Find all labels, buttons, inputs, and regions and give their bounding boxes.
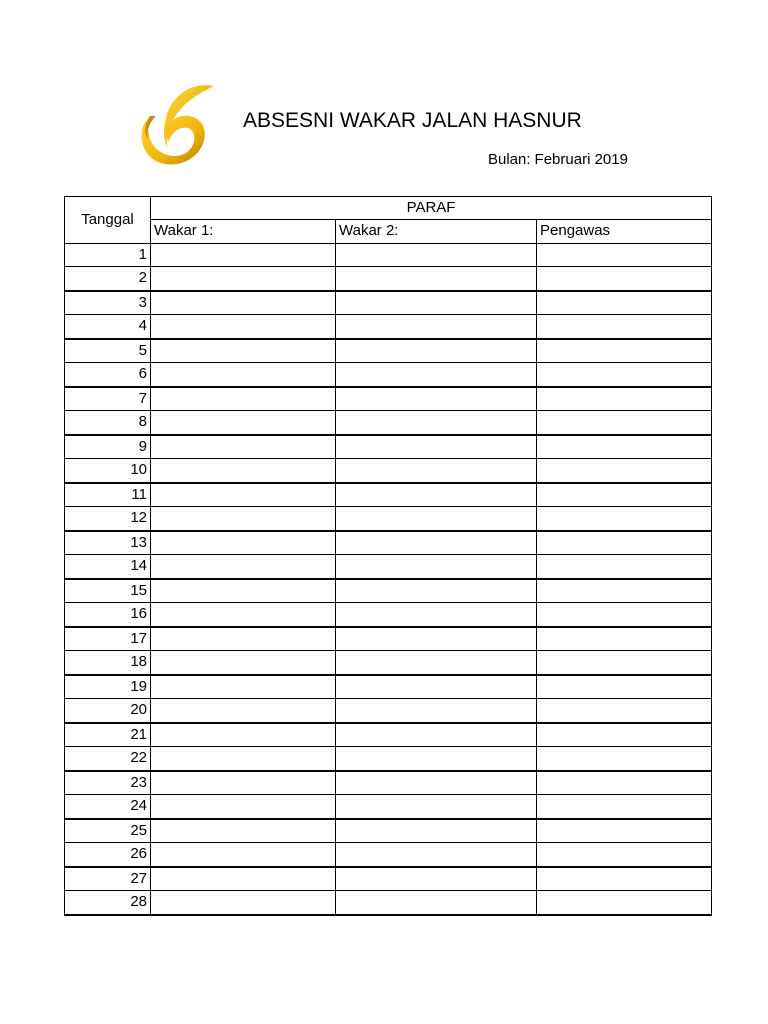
signature-cell-wakar-1[interactable] [151, 795, 336, 819]
signature-cell-wakar-1[interactable] [151, 459, 336, 483]
signature-cell-wakar-2[interactable] [336, 291, 537, 315]
signature-cell-pengawas[interactable] [537, 675, 712, 699]
date-cell: 2 [65, 267, 151, 291]
signature-cell-pengawas[interactable] [537, 387, 712, 411]
date-cell: 27 [65, 867, 151, 891]
signature-cell-wakar-1[interactable] [151, 291, 336, 315]
table-row [65, 291, 712, 315]
attendance-table [64, 196, 712, 916]
signature-cell-wakar-2[interactable] [336, 795, 537, 819]
signature-cell-wakar-2[interactable] [336, 387, 537, 411]
date-cell: 26 [65, 843, 151, 867]
signature-cell-wakar-1[interactable] [151, 579, 336, 603]
signature-cell-pengawas[interactable] [537, 627, 712, 651]
signature-cell-wakar-1[interactable] [151, 339, 336, 363]
table-row [65, 315, 712, 339]
signature-cell-wakar-2[interactable] [336, 651, 537, 675]
signature-cell-pengawas[interactable] [537, 699, 712, 723]
signature-cell-wakar-2[interactable] [336, 627, 537, 651]
signature-cell-wakar-2[interactable] [336, 891, 537, 915]
column-header-wakar-2: Wakar 2: [336, 220, 537, 244]
signature-cell-wakar-1[interactable] [151, 387, 336, 411]
signature-cell-pengawas[interactable] [537, 315, 712, 339]
table-row [65, 579, 712, 603]
column-header-wakar-1: Wakar 1: [151, 220, 336, 244]
column-header-pengawas: Pengawas [537, 220, 712, 244]
signature-cell-wakar-1[interactable] [151, 507, 336, 531]
signature-cell-wakar-1[interactable] [151, 435, 336, 459]
company-logo [134, 80, 218, 170]
signature-cell-pengawas[interactable] [537, 723, 712, 747]
date-cell: 13 [65, 531, 151, 555]
date-cell: 12 [65, 507, 151, 531]
date-cell: 4 [65, 315, 151, 339]
month-line [488, 151, 628, 168]
signature-cell-pengawas[interactable] [537, 867, 712, 891]
signature-cell-wakar-2[interactable] [336, 603, 537, 627]
date-cell: 23 [65, 771, 151, 795]
signature-cell-pengawas[interactable] [537, 267, 712, 291]
date-cell: 14 [65, 555, 151, 579]
signature-cell-wakar-2[interactable] [336, 555, 537, 579]
signature-cell-wakar-2[interactable] [336, 867, 537, 891]
table-row [65, 435, 712, 459]
table-row [65, 507, 712, 531]
date-cell: 18 [65, 651, 151, 675]
date-cell: 11 [65, 483, 151, 507]
table-row [65, 891, 712, 915]
signature-cell-pengawas[interactable] [537, 771, 712, 795]
signature-cell-wakar-1[interactable] [151, 555, 336, 579]
date-cell: 9 [65, 435, 151, 459]
signature-cell-pengawas[interactable] [537, 411, 712, 435]
table-row [65, 627, 712, 651]
signature-cell-wakar-1[interactable] [151, 603, 336, 627]
signature-cell-wakar-2[interactable] [336, 363, 537, 387]
table-row [65, 411, 712, 435]
table-row [65, 363, 712, 387]
signature-cell-pengawas[interactable] [537, 795, 712, 819]
signature-cell-wakar-2[interactable] [336, 459, 537, 483]
table-row [65, 675, 712, 699]
table-row [65, 459, 712, 483]
date-cell: 1 [65, 243, 151, 267]
signature-cell-wakar-2[interactable] [336, 267, 537, 291]
signature-cell-pengawas[interactable] [537, 363, 712, 387]
signature-cell-wakar-2[interactable] [336, 339, 537, 363]
signature-cell-pengawas[interactable] [537, 459, 712, 483]
table-row [65, 603, 712, 627]
signature-cell-wakar-2[interactable] [336, 723, 537, 747]
signature-cell-wakar-1[interactable] [151, 867, 336, 891]
signature-cell-wakar-1[interactable] [151, 315, 336, 339]
signature-cell-wakar-2[interactable] [336, 843, 537, 867]
signature-cell-wakar-2[interactable] [336, 243, 537, 267]
signature-cell-wakar-1[interactable] [151, 747, 336, 771]
date-cell: 8 [65, 411, 151, 435]
signature-cell-wakar-2[interactable] [336, 315, 537, 339]
signature-cell-wakar-1[interactable] [151, 699, 336, 723]
signature-cell-wakar-1[interactable] [151, 843, 336, 867]
signature-cell-pengawas[interactable] [537, 531, 712, 555]
signature-cell-pengawas[interactable] [537, 843, 712, 867]
table-row [65, 651, 712, 675]
date-cell: 5 [65, 339, 151, 363]
signature-cell-wakar-1[interactable] [151, 267, 336, 291]
signature-cell-wakar-1[interactable] [151, 363, 336, 387]
signature-cell-pengawas[interactable] [537, 651, 712, 675]
date-cell: 28 [65, 891, 151, 915]
page-title: ABSESNI WAKAR JALAN HASNUR [243, 109, 582, 132]
signature-cell-wakar-2[interactable] [336, 747, 537, 771]
month-value: Februari 2019 [534, 151, 628, 168]
table-row [65, 267, 712, 291]
signature-cell-wakar-2[interactable] [336, 819, 537, 843]
signature-cell-wakar-2[interactable] [336, 435, 537, 459]
signature-cell-wakar-1[interactable] [151, 243, 336, 267]
table-row [65, 531, 712, 555]
signature-cell-wakar-2[interactable] [336, 507, 537, 531]
table-row [65, 483, 712, 507]
table-row [65, 771, 712, 795]
signature-cell-pengawas[interactable] [537, 291, 712, 315]
table-row [65, 555, 712, 579]
signature-cell-pengawas[interactable] [537, 507, 712, 531]
date-cell: 24 [65, 795, 151, 819]
signature-cell-pengawas[interactable] [537, 891, 712, 915]
signature-cell-pengawas[interactable] [537, 435, 712, 459]
signature-cell-pengawas[interactable] [537, 819, 712, 843]
signature-cell-pengawas[interactable] [537, 483, 712, 507]
date-cell: 10 [65, 459, 151, 483]
signature-cell-wakar-2[interactable] [336, 483, 537, 507]
table-row [65, 867, 712, 891]
paraf-group-header: PARAF [151, 197, 712, 220]
signature-cell-wakar-1[interactable] [151, 819, 336, 843]
signature-cell-wakar-1[interactable] [151, 627, 336, 651]
date-cell: 16 [65, 603, 151, 627]
signature-cell-wakar-1[interactable] [151, 483, 336, 507]
signature-cell-wakar-1[interactable] [151, 891, 336, 915]
date-cell: 3 [65, 291, 151, 315]
signature-cell-wakar-2[interactable] [336, 579, 537, 603]
signature-cell-wakar-1[interactable] [151, 723, 336, 747]
date-cell: 19 [65, 675, 151, 699]
signature-cell-wakar-2[interactable] [336, 699, 537, 723]
date-cell: 15 [65, 579, 151, 603]
signature-cell-pengawas[interactable] [537, 747, 712, 771]
signature-cell-wakar-2[interactable] [336, 411, 537, 435]
table-row [65, 339, 712, 363]
signature-cell-pengawas[interactable] [537, 555, 712, 579]
table-row [65, 819, 712, 843]
table-row [65, 843, 712, 867]
date-cell: 6 [65, 363, 151, 387]
signature-cell-wakar-1[interactable] [151, 411, 336, 435]
table-row [65, 699, 712, 723]
signature-cell-wakar-2[interactable] [336, 675, 537, 699]
date-cell: 17 [65, 627, 151, 651]
date-cell: 21 [65, 723, 151, 747]
signature-cell-pengawas[interactable] [537, 579, 712, 603]
date-column-header: Tanggal [65, 197, 151, 244]
table-row [65, 387, 712, 411]
signature-cell-wakar-1[interactable] [151, 531, 336, 555]
signature-cell-pengawas[interactable] [537, 339, 712, 363]
date-cell: 25 [65, 819, 151, 843]
signature-cell-wakar-2[interactable] [336, 771, 537, 795]
signature-cell-pengawas[interactable] [537, 603, 712, 627]
month-label: Bulan: [488, 151, 531, 168]
signature-cell-wakar-1[interactable] [151, 675, 336, 699]
signature-cell-wakar-1[interactable] [151, 651, 336, 675]
signature-cell-wakar-2[interactable] [336, 531, 537, 555]
signature-cell-wakar-1[interactable] [151, 771, 336, 795]
date-cell: 7 [65, 387, 151, 411]
table-row [65, 747, 712, 771]
table-row [65, 795, 712, 819]
table-row [65, 243, 712, 267]
table-row [65, 723, 712, 747]
date-cell: 22 [65, 747, 151, 771]
date-cell: 20 [65, 699, 151, 723]
signature-cell-pengawas[interactable] [537, 243, 712, 267]
